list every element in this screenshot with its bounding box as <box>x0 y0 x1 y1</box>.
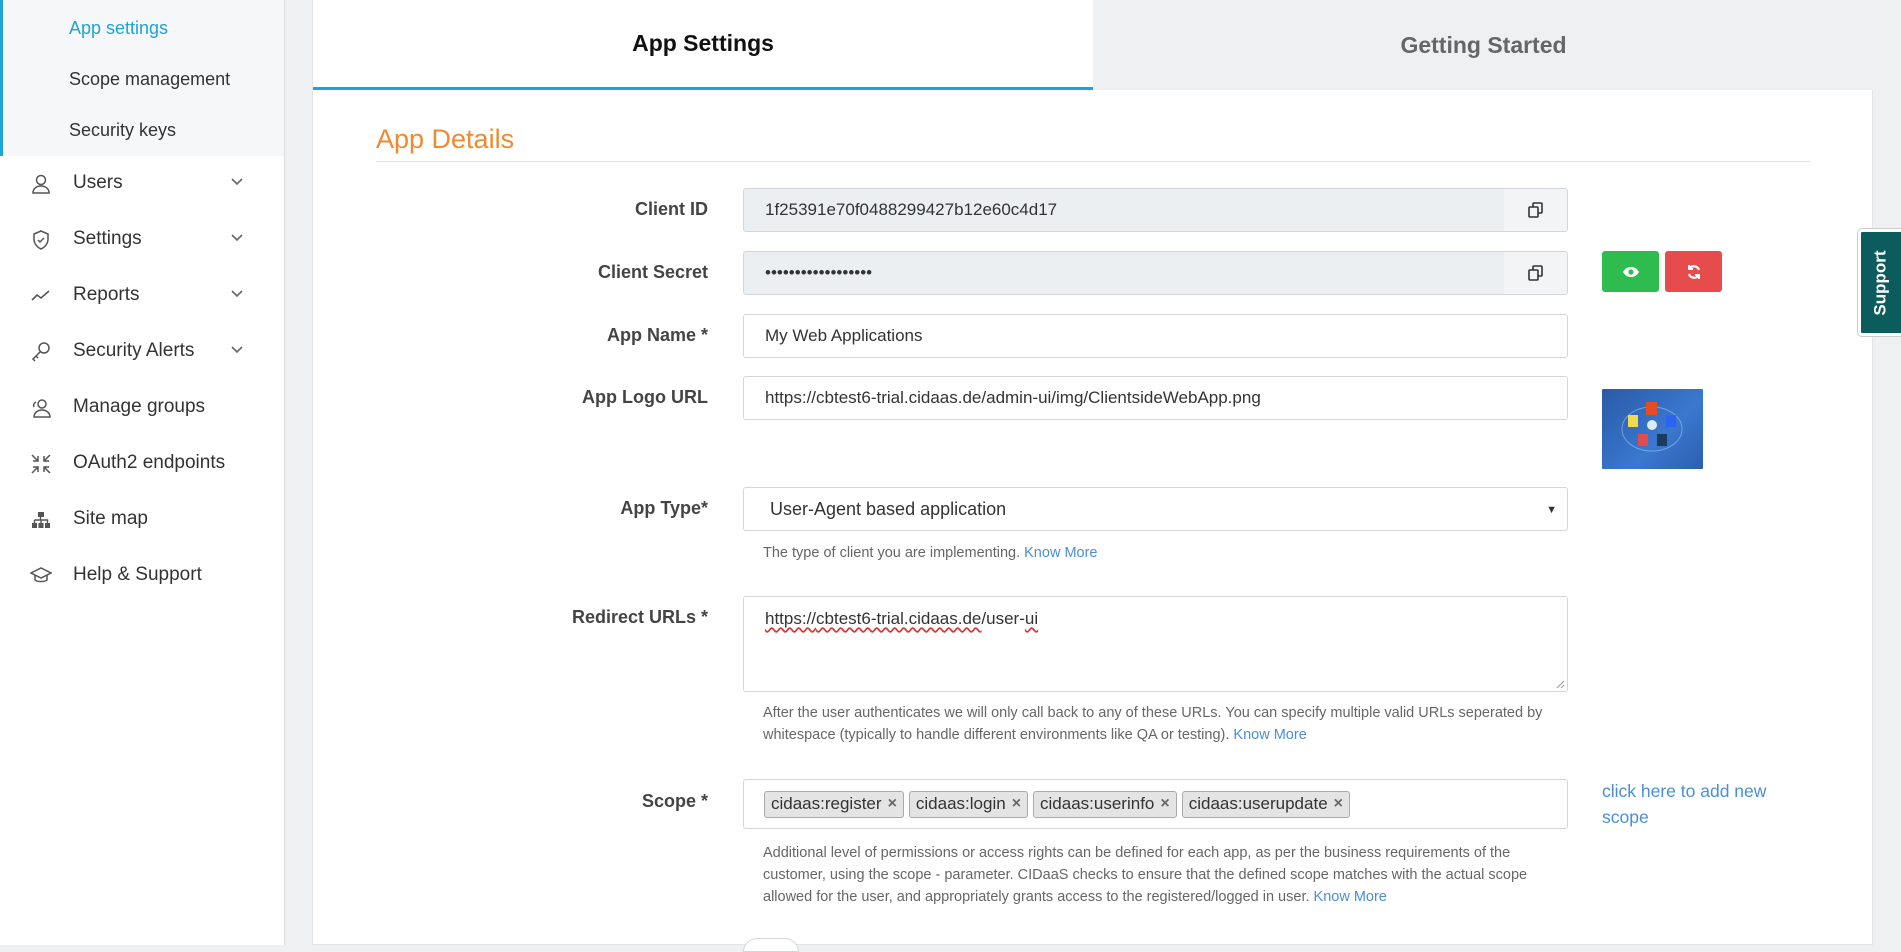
remove-tag-icon[interactable]: × <box>1333 795 1343 812</box>
key-icon <box>30 341 52 363</box>
support-tab[interactable] <box>1858 229 1901 336</box>
add-new-scope-link[interactable]: click here to add new scope <box>1602 781 1767 827</box>
sitemap-icon <box>30 509 52 531</box>
trend-icon <box>30 285 52 307</box>
copy-icon <box>1527 264 1545 282</box>
sidebar-item-security-alerts[interactable] <box>0 331 284 371</box>
redirect-urls-textarea[interactable] <box>743 596 1568 692</box>
chevron-down-icon <box>230 345 244 355</box>
scope-tag <box>764 791 904 818</box>
scope-tag <box>1182 791 1350 818</box>
chevron-down-icon <box>230 289 244 299</box>
sidebar-item-settings[interactable] <box>0 219 284 259</box>
scope-tag <box>909 791 1028 818</box>
redirect-url-text-part: /user- <box>981 609 1025 628</box>
app-type-help-text: The type of client you are implementing. <box>763 545 1021 561</box>
sidebar-item-label: Manage groups <box>73 396 206 417</box>
sidebar-item-oauth2-endpoints[interactable] <box>0 443 284 483</box>
app-logo-url-input[interactable]: https://cbtest6-trial.cidaas.de/admin-ui/img/ClientsideWebApp.png <box>743 376 1568 420</box>
eye-icon <box>1622 266 1640 278</box>
sidebar-item-label: OAuth2 endpoints <box>73 452 226 473</box>
sidebar-item-site-map[interactable] <box>0 499 284 539</box>
client-secret-label: Client Secret <box>597 262 708 282</box>
app-logo-image <box>1602 389 1703 469</box>
remove-tag-icon[interactable]: × <box>1011 795 1022 812</box>
redirect-urls-help <box>763 702 1573 746</box>
scope-tag-label: cidaas:userupdate <box>1188 794 1328 813</box>
app-name-label: App Name * <box>606 325 708 345</box>
user-icon <box>30 173 52 195</box>
chevron-down-icon <box>230 233 244 243</box>
client-id-label: Client ID <box>634 199 708 219</box>
redirect-urls-know-more-link[interactable]: Know More <box>1233 727 1307 743</box>
scope-label: Scope * <box>641 791 708 811</box>
redirect-urls-label: Redirect URLs * <box>571 607 708 627</box>
app-type-select[interactable] <box>743 487 1568 531</box>
redirect-url-text-part: https:// <box>765 609 817 628</box>
subnav-security-keys[interactable]: Security keys <box>69 120 177 140</box>
sidebar-item-label: Reports <box>73 284 140 305</box>
group-icon <box>30 397 52 419</box>
support-label: Support <box>1871 249 1890 316</box>
apps-subnav <box>0 0 284 156</box>
main-panel <box>312 0 1873 945</box>
sidebar-item-manage-groups[interactable] <box>0 387 284 427</box>
show-secret-button[interactable] <box>1602 251 1659 292</box>
copy-icon <box>1527 201 1545 219</box>
toggle-switch[interactable] <box>743 938 799 952</box>
app-type-help <box>763 542 1573 564</box>
remove-tag-icon[interactable]: × <box>1160 795 1170 812</box>
client-id-field[interactable]: 1f25391e70f0488299427b12e60c4d17 <box>743 188 1505 232</box>
scope-tag-label: cidaas:userinfo <box>1040 794 1155 813</box>
graduation-cap-icon <box>30 565 52 587</box>
scope-tag-label: cidaas:register <box>771 794 882 813</box>
scope-know-more-link[interactable]: Know More <box>1313 889 1387 905</box>
tab-bar <box>313 0 1874 90</box>
scope-help-text: Additional level of permissions or access rights can be defined for each app, as per the business requirements of the customer, using the scope - parameter. CIDaaS checks to ensure that the defined scope matches with the actual scope allowed for the user, and appropriately grants access to the registered/logged in user. <box>763 845 1528 905</box>
app-type-know-more-link[interactable]: Know More <box>1024 545 1098 561</box>
app-logo-url-label: App Logo URL <box>582 387 708 407</box>
copy-client-id-button[interactable] <box>1504 188 1568 232</box>
chevron-down-icon <box>230 177 244 187</box>
sidebar-item-help-support[interactable] <box>0 555 284 595</box>
client-secret-field[interactable]: •••••••••••••••••• <box>743 251 1505 295</box>
caret-down-icon: ▼ <box>1546 504 1557 516</box>
section-divider <box>376 161 1810 162</box>
regenerate-secret-button[interactable] <box>1665 251 1722 292</box>
sidebar-item-label: Security Alerts <box>73 340 195 361</box>
app-name-input[interactable]: My Web Applications <box>743 314 1568 358</box>
redirect-url-text-part: ui <box>1024 609 1039 628</box>
app-type-value: User-Agent based application <box>770 498 1007 519</box>
scope-tags-input[interactable] <box>743 779 1568 829</box>
sidebar <box>0 0 285 945</box>
sidebar-item-label: Site map <box>73 508 148 529</box>
redirect-urls-help-text: After the user authenticates we will only call back to any of these URLs. You can specify multiple valid URLs seperated by whitespace (typically to handle different environments like QA or testing). <box>763 705 1543 743</box>
subnav-app-settings[interactable]: App settings <box>69 18 169 38</box>
sidebar-item-label: Settings <box>73 228 142 249</box>
redirect-url-text-part: cbtest6-trial.cidaas.de <box>816 609 982 628</box>
refresh-icon <box>1686 264 1702 280</box>
sidebar-item-reports[interactable] <box>0 275 284 315</box>
app-logo-preview <box>1602 389 1703 469</box>
section-title: App Details <box>376 124 515 154</box>
copy-client-secret-button[interactable] <box>1504 251 1568 295</box>
sidebar-item-users[interactable] <box>0 163 284 203</box>
scope-tag-label: cidaas:login <box>915 794 1006 813</box>
app-type-label: App Type* <box>620 498 708 518</box>
resize-handle-icon[interactable] <box>1555 679 1565 689</box>
compress-icon <box>30 453 52 475</box>
scope-help <box>763 842 1573 908</box>
shield-icon <box>30 229 52 251</box>
sidebar-item-label: Help & Support <box>73 564 202 585</box>
scope-tag <box>1033 791 1177 818</box>
subnav-scope-management[interactable]: Scope management <box>69 69 231 89</box>
remove-tag-icon[interactable]: × <box>887 795 897 812</box>
tab-getting-started[interactable]: Getting Started <box>1093 0 1874 90</box>
tab-app-settings[interactable]: App Settings <box>313 0 1093 90</box>
sidebar-item-label: Users <box>73 172 123 193</box>
